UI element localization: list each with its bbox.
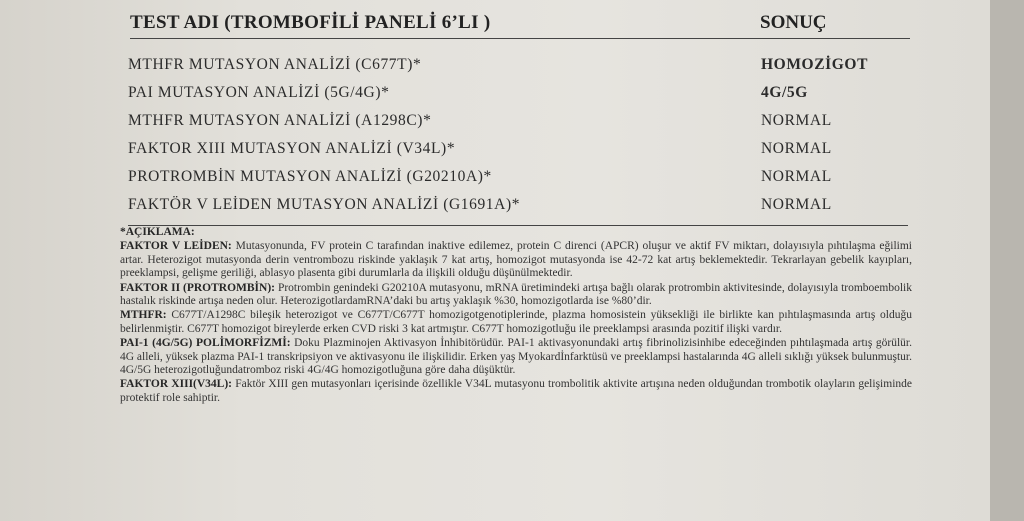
paragraph-text: Mutasyonunda, FV protein C tarafından inaktive edilemez, protein C direnci (APCR) oluşur ve aktif FV miktarı, dolayısıyla pıhtılaşma eğilimi artar. Heterozigot mutasyonda derin ventrombozu riskinde yaklaşık 7 kat artış, homozigot mutasyonda ise 42-72 kat artış beklemektedir. Tekrarlayan gebelik kayıpları, preeklampsi, gelişme geriliği, ablasyo plasenta gibi durumlarla da ilişkili olduğu düşünülmektedir. xyxy=(120,240,912,280)
explanation-heading: *AÇIKLAMA: xyxy=(120,226,195,238)
test-row xyxy=(128,140,928,166)
test-result: NORMAL xyxy=(761,196,832,213)
test-name-header: TEST ADI (TROMBOFİLİ PANELİ 6’LI ) xyxy=(130,12,491,33)
paragraph-label: FAKTOR II (PROTROMBİN): xyxy=(120,281,275,294)
paragraph-label: PAI-1 (4G/5G) POLİMORFİZMİ: xyxy=(120,337,291,350)
test-name: MTHFR MUTASYON ANALİZİ (C677T)* xyxy=(128,56,422,73)
test-result: 4G/5G xyxy=(761,84,808,101)
paragraph-label: FAKTOR XIII(V34L): xyxy=(120,378,233,391)
explanation-paragraph xyxy=(120,309,912,336)
test-result: NORMAL xyxy=(761,140,832,157)
test-name: PAI MUTASYON ANALİZİ (5G/4G)* xyxy=(128,84,390,101)
test-name: MTHFR MUTASYON ANALİZİ (A1298C)* xyxy=(128,112,432,129)
test-name: FAKTÖR V LEİDEN MUTASYON ANALİZİ (G1691A)* xyxy=(128,196,521,213)
result-header: SONUÇ xyxy=(760,12,827,33)
explanation-paragraph xyxy=(120,282,912,309)
test-row xyxy=(128,56,928,82)
paragraph-text: C677T/A1298C bileşik heterozigot ve C677T/C677T homozigotgenotiplerinde, plazma homosistein yüksekliği ile birlikte kan pıhtılaşmasında artış olduğu belirlenmiştir. C677T homozigot bireylerde erken CVD riski 3 kat artmıştır. C677T homozigotluğu ile preeklampsi arasında pozitif ilişki vardır. xyxy=(120,309,912,335)
test-result: HOMOZİGOT xyxy=(761,56,869,73)
explanation-paragraph xyxy=(120,240,912,280)
paragraph-label: MTHFR: xyxy=(120,309,167,322)
test-result: NORMAL xyxy=(761,112,832,129)
paragraph-text: Protrombin genindeki G20210A mutasyonu, mRNA üretimindeki artışa bağlı olarak protrombin aktivitesinde, dolayısıyla tromboembolik hastalık riskinde artışa neden olur. HeterozigotlardamRNA’daki bu artış yaklaşık %30, homozigotlarda ise %80’dir. xyxy=(120,281,912,308)
explanation-section xyxy=(120,226,912,406)
background-edge xyxy=(990,0,1024,521)
test-row xyxy=(128,84,928,110)
paragraph-label: FAKTOR V LEİDEN: xyxy=(120,240,232,253)
explanation-paragraph xyxy=(120,337,912,377)
paragraph-text: Faktör XIII gen mutasyonları içerisinde özellikle V34L mutasyonu trombolitik aktivite artışına neden olduğundan trombotik olayların gelişiminde protektif role sahiptir. xyxy=(120,378,912,404)
table-header xyxy=(130,8,910,39)
test-result: NORMAL xyxy=(761,168,832,185)
test-row xyxy=(128,196,928,222)
test-row xyxy=(128,168,928,194)
explanation-paragraph xyxy=(120,378,912,405)
test-name: PROTROMBİN MUTASYON ANALİZİ (G20210A)* xyxy=(128,168,492,185)
test-name: FAKTOR XIII MUTASYON ANALİZİ (V34L)* xyxy=(128,140,456,157)
test-row xyxy=(128,112,928,138)
paragraph-text: Doku Plazminojen Aktivasyon İnhibitörüdür. PAI-1 aktivasyonundaki artış fibrinolizisinhibe edeceğinden pıhtılaşmada artış görülür. 4G alleli, yüksek plazma PAI-1 transkripsiyon ve aktivasyonu ile ilişkilidir. Erken yaş Myokardİnfarktüsü ve preeklampsi hastalarında 4G alleli sıklığı yüksek bulunmuştur. 4G/5G heterozigotluğundatromboz riski 4G/4G homozigotluğuna göre daha düşüktür. xyxy=(120,337,913,377)
